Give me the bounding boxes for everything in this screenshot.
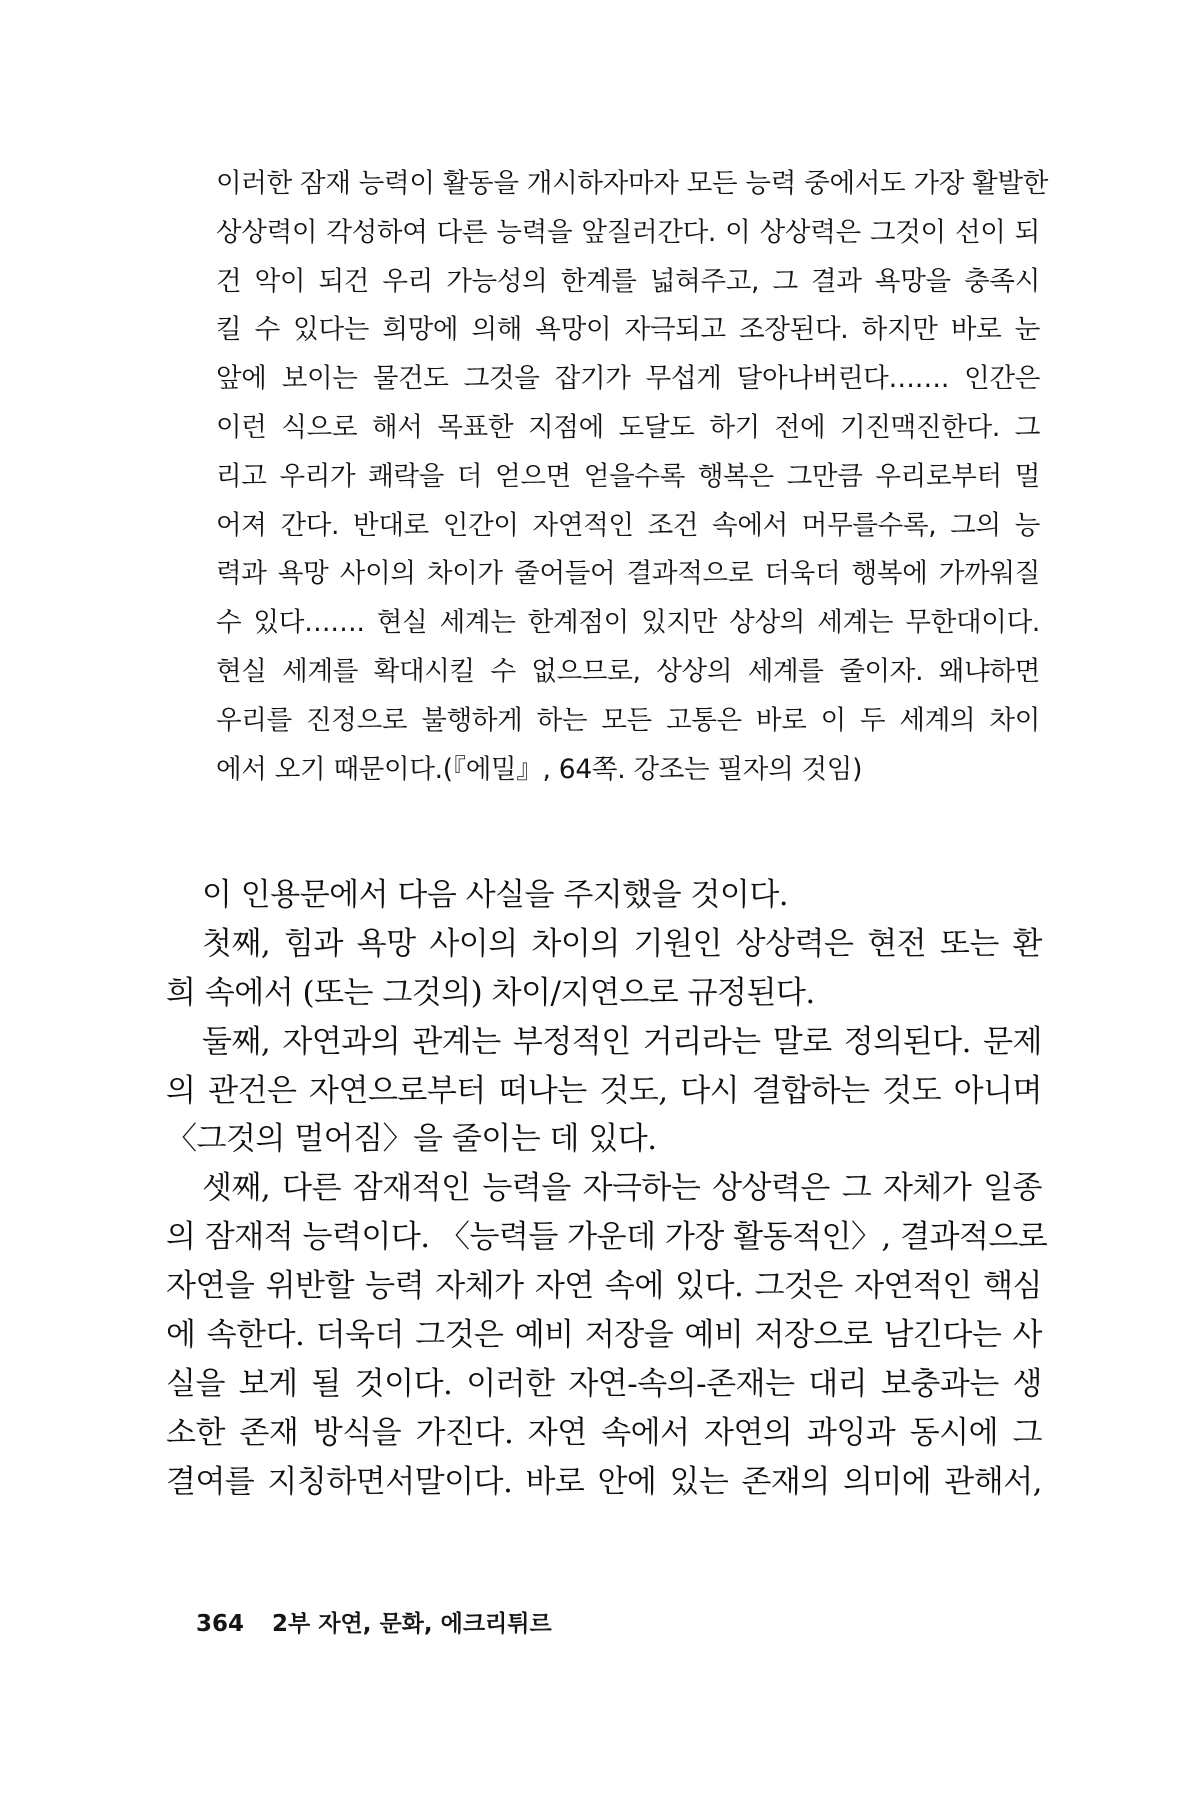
body-line: 의 잠재적 능력이다. 〈능력들 가운데 가장 활동적인〉, 결과적으로 [166, 1219, 1048, 1256]
quote-line: 수 있다……. 현실 세계는 한계점이 있지만 상상의 세계는 무한대이다. [216, 607, 1040, 639]
body-line: 결여를 지칭하면서말이다. 바로 안에 있는 존재의 의미에 관해서, [166, 1463, 1042, 1500]
body-line: 소한 존재 방식을 가진다. 자연 속에서 자연의 과잉과 동시에 그 [166, 1414, 1042, 1451]
body-line: 첫째, 힘과 욕망 사이의 차이의 기원인 상상력은 현전 또는 환 [202, 925, 1042, 962]
quote-line: 현실 세계를 확대시킬 수 없으므로, 상상의 세계를 줄이자. 왜냐하면 [216, 655, 1040, 687]
quote-line: 킬 수 있다는 희망에 의해 욕망이 자극되고 조장된다. 하지만 바로 눈 [216, 314, 1040, 346]
quote-line: 앞에 보이는 물건도 그것을 잡기가 무섭게 달아나버린다……. 인간은 [216, 363, 1040, 395]
running-header-section: 2부 자연, 문화, 에크리튀르 [272, 1611, 552, 1637]
quote-line: 건 악이 되건 우리 가능성의 한계를 넓혀주고, 그 결과 욕망을 충족시 [216, 265, 1040, 297]
quote-line: 력과 욕망 사이의 차이가 줄어들어 결과적으로 더욱더 행복에 가까워질 [216, 558, 1040, 590]
quote-line: 어져 간다. 반대로 인간이 자연적인 조건 속에서 머무를수록, 그의 능 [216, 509, 1040, 541]
body-text [166, 871, 1048, 1507]
quote-line: 이러한 잠재 능력이 활동을 개시하자마자 모든 능력 중에서도 가장 활발한 [216, 168, 1049, 199]
body-line: 희 속에서 (또는 그것의) 차이/지연으로 규정된다. [166, 974, 815, 1011]
body-line: 실을 보게 될 것이다. 이러한 자연-속의-존재는 대리 보충과는 생 [166, 1365, 1042, 1402]
quote-line: 상상력이 각성하여 다른 능력을 앞질러간다. 이 상상력은 그것이 선이 되 [216, 216, 1040, 248]
quote-line: 이런 식으로 해서 목표한 지점에 도달도 하기 전에 기진맥진한다. 그 [216, 411, 1040, 443]
body-line: 셋째, 다른 잠재적인 능력을 자극하는 상상력은 그 자체가 일종 [202, 1170, 1042, 1207]
quote-line: 리고 우리가 쾌락을 더 얻으면 얻을수록 행복은 그만큼 우리로부터 멀 [216, 460, 1040, 492]
page-number: 364 [196, 1611, 245, 1637]
block-quote [216, 160, 1049, 794]
body-line: 둘째, 자연과의 관계는 부정적인 거리라는 말로 정의된다. 문제 [202, 1023, 1042, 1060]
body-line: 이 인용문에서 다음 사실을 주지했을 것이다. [202, 877, 789, 913]
body-line: 〈그것의 멀어짐〉을 줄이는 데 있다. [166, 1121, 657, 1158]
body-line: 에 속한다. 더욱더 그것은 예비 저장을 예비 저장으로 남긴다는 사 [166, 1317, 1042, 1354]
page-footer [196, 1605, 552, 1638]
body-line: 자연을 위반할 능력 자체가 자연 속에 있다. 그것은 자연적인 핵심 [166, 1268, 1042, 1305]
quote-line-last: 에서 오기 때문이다.(『에밀』, 64쪽. 강조는 필자의 것임) [216, 753, 863, 785]
quote-line: 우리를 진정으로 불행하게 하는 모든 고통은 바로 이 두 세계의 차이 [216, 704, 1040, 736]
body-line: 의 관건은 자연으로부터 떠나는 것도, 다시 결합하는 것도 아니며 [166, 1072, 1042, 1109]
